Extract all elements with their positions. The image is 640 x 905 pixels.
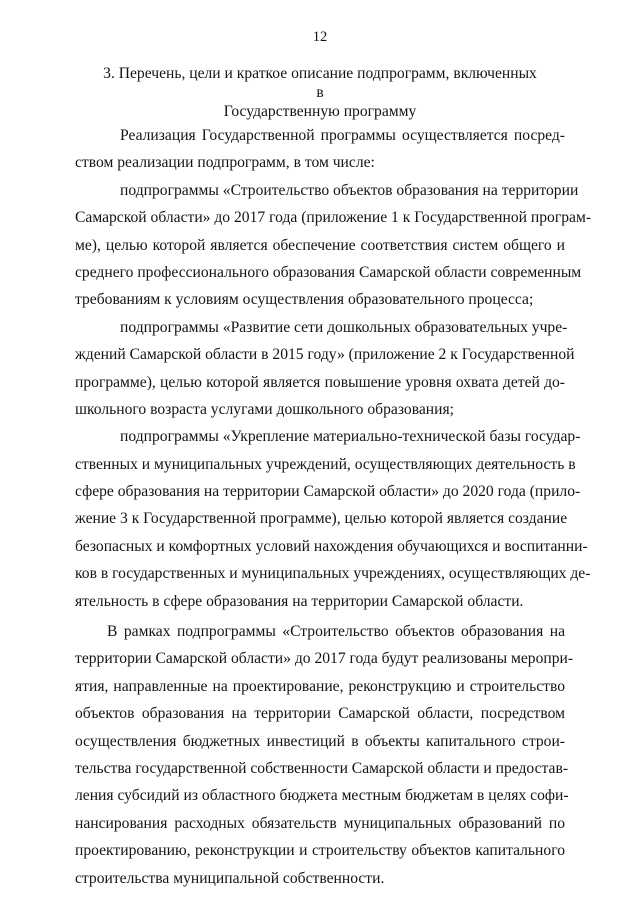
page-number: 12	[312, 29, 328, 45]
section-title-line: 3. Перечень, цели и краткое описание подпрограмм, включенных в	[103, 65, 537, 101]
paragraph-intro	[75, 122, 565, 177]
text-line: ством реализации подпрограмм, в том числе:	[75, 154, 375, 172]
body-text	[75, 122, 592, 892]
text-line: Реализация Государственной программы осуществляется посред-	[120, 127, 565, 144]
text-line: ждений Самарской области в 2015 году» (приложение 2 к Государственной	[75, 346, 575, 364]
text-line: подпрограммы «Развитие сети дошкольных образовательных учре-	[120, 318, 568, 336]
text-line: тельства государственной собственности Самарской области и предостав-	[75, 759, 569, 777]
paragraph-subprogram-3	[75, 423, 591, 615]
text-line: В рамках подпрограммы «Строительство объектов образования на	[107, 623, 565, 641]
text-line: безопасных и комфортных условий нахождения обучающихся и воспитанни-	[75, 537, 588, 555]
text-line: жение 3 к Государственной программе), целью которой является создание	[75, 510, 568, 528]
text-line: ме), целью которой является обеспечение соответствия систем общего и	[75, 236, 565, 254]
text-line: объектов образования на территории Самарской области, посредством	[75, 705, 565, 723]
paragraph-subprogram-1	[75, 177, 592, 314]
text-line: строительства муниципальной собственности.	[75, 869, 385, 887]
text-line: подпрограммы «Строительство объектов образования на территории	[120, 181, 579, 199]
section-title	[100, 64, 540, 121]
text-line: ков в государственных и муниципальных учреждениях, осуществляющих де-	[75, 565, 591, 583]
text-line: Самарской области» до 2017 года (приложение 1 к Государственной програм-	[75, 209, 592, 227]
text-line: программе), целью которой является повышение уровня охвата детей до-	[75, 373, 565, 391]
text-line: территории Самарской области» до 2017 года будут реализованы меропри-	[75, 650, 574, 668]
text-line: ятельность в сфере образования на территории Самарской области.	[75, 592, 524, 610]
paragraph-construction	[75, 618, 574, 892]
text-line: осуществления бюджетных инвестиций в объекты капитального строи-	[75, 732, 565, 750]
text-line: школьного возраста услугами дошкольного образования;	[75, 400, 454, 418]
text-line: подпрограммы «Укрепление материально-технической базы государ-	[120, 428, 581, 446]
text-line: требованиям к условиям осуществления образовательного процесса;	[75, 291, 534, 309]
text-line: проектированию, реконструкции и строительству объектов капитального	[75, 842, 565, 860]
paragraph-subprogram-2	[75, 314, 575, 424]
section-title-line: Государственную программу	[223, 103, 417, 120]
text-line: среднего профессионального образования Самарской области современным	[75, 263, 582, 281]
text-line: ятия, направленные на проектирование, реконструкцию и строительство	[75, 677, 565, 695]
text-line: нансирования расходных обязательств муниципальных образований по	[75, 814, 565, 832]
text-line: сфере образования на территории Самарской области» до 2020 года (прило-	[75, 483, 581, 501]
text-line: ления субсидий из областного бюджета местным бюджетам в целях софи-	[75, 787, 569, 805]
text-line: ственных и муниципальных учреждений, осуществляющих деятельность в	[75, 455, 576, 473]
